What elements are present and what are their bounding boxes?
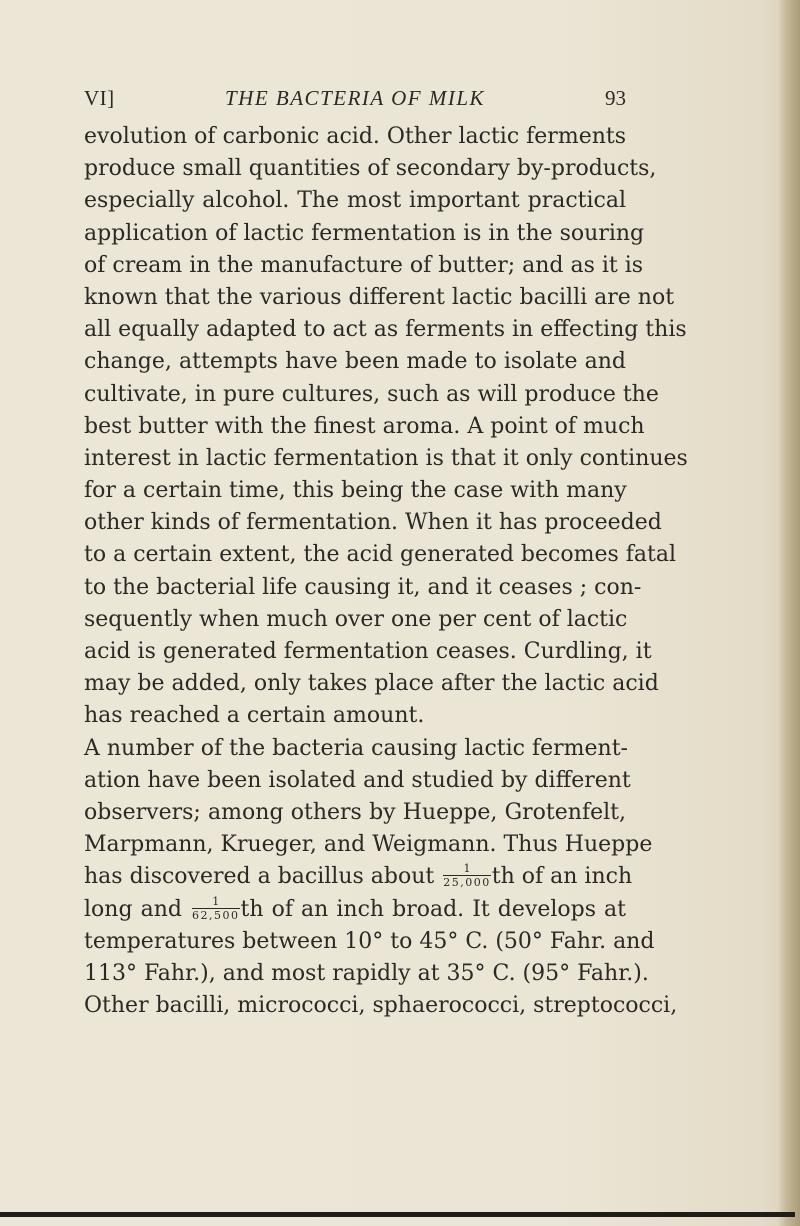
- text-segment: has discovered a bacillus about: [84, 864, 435, 890]
- text-line: change, attempts have been made to isolate and: [84, 349, 626, 375]
- text-segment: th of an inch broad. It develops at: [240, 896, 627, 922]
- page-header: [84, 86, 626, 110]
- text-line: acid is generated fermentation ceases. Curdling, it: [84, 639, 652, 664]
- text-line: cultivate, in pure cultures, such as will produce the: [84, 381, 659, 407]
- paragraph-start-line: A number of the bacteria causing lactic ferment-: [84, 735, 628, 761]
- text-line: ation have been isolated and studied by different: [84, 767, 631, 793]
- text-line: temperatures between 10° to 45° C. (50° Fahr. and: [84, 928, 655, 954]
- text-line: Other bacilli, micrococci, sphaerococci, streptococci,: [84, 993, 678, 1019]
- fraction: [443, 863, 491, 888]
- text-line: known that the various different lactic bacilli are not: [84, 284, 675, 310]
- text-line: especially alcohol. The most important practical: [84, 188, 626, 214]
- fraction: [192, 896, 240, 921]
- text-line-with-fraction: [84, 894, 626, 926]
- text-line: interest in lactic fermentation is that it only continues: [84, 445, 688, 471]
- text-line-with-fraction: [84, 861, 633, 893]
- fraction-denominator: 25,000: [443, 876, 491, 890]
- text-line: for a certain time, this being the case with many: [84, 478, 627, 504]
- text-line: all equally adapted to act as ferments in effecting this: [84, 317, 687, 343]
- page-number: 93: [605, 86, 626, 110]
- text-line: produce small quantities of secondary by-products,: [84, 156, 657, 182]
- text-line: application of lactic fermentation is in the souring: [84, 220, 645, 246]
- text-line: sequently when much over one per cent of lactic: [84, 606, 628, 632]
- bottom-edge-rule: [0, 1212, 795, 1217]
- text-line: observers; among others by Hueppe, Grotenfelt,: [84, 799, 626, 825]
- chapter-number: VI]: [84, 86, 115, 110]
- text-segment: th of an inch: [491, 864, 633, 890]
- fraction-numerator: 1: [192, 896, 240, 909]
- text-line: evolution of carbonic acid. Other lactic ferments: [84, 124, 627, 149]
- paragraph-end-line: has reached a certain amount.: [84, 703, 425, 729]
- fraction-numerator: 1: [443, 863, 491, 876]
- fraction-denominator: 62,500: [192, 908, 240, 922]
- text-line: 113° Fahr.), and most rapidly at 35° C. (95° Fahr.).: [84, 960, 649, 986]
- text-line: other kinds of fermentation. When it has proceeded: [84, 510, 662, 536]
- text-segment: long and: [84, 896, 182, 922]
- page-edge-shadow: [778, 0, 800, 1226]
- text-line: Marpmann, Krueger, and Weigmann. Thus Hueppe: [84, 832, 653, 858]
- text-line: of cream in the manufacture of butter; and as it is: [84, 252, 644, 278]
- text-line: to a certain extent, the acid generated becomes fatal: [84, 542, 677, 568]
- body-text: [84, 121, 688, 1022]
- text-line: best butter with the finest aroma. A point of much: [84, 413, 645, 439]
- text-line: to the bacterial life causing it, and it ceases ; con-: [84, 574, 642, 600]
- running-title: THE BACTERIA OF MILK: [224, 86, 486, 110]
- text-line: may be added, only takes place after the lactic acid: [84, 671, 659, 697]
